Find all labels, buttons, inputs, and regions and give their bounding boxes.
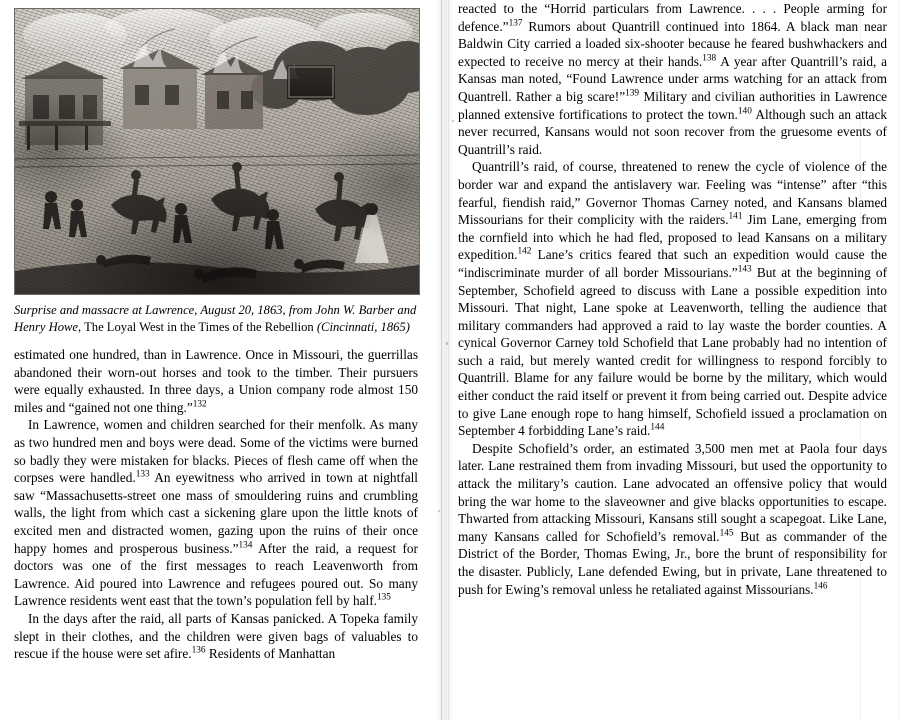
footnote-ref: 139 bbox=[625, 88, 640, 99]
footnote-ref: 133 bbox=[135, 469, 150, 480]
footnote-ref: 142 bbox=[517, 246, 532, 257]
footnote-ref: 138 bbox=[702, 53, 717, 64]
scan-speck bbox=[452, 120, 454, 122]
caption-source-cont: Rebellion bbox=[264, 319, 317, 334]
footnote-ref: 134 bbox=[238, 540, 253, 551]
paragraph bbox=[14, 416, 418, 610]
caption-title: Surprise and massacre at Lawrence, August 20, 1863, from John W. Barber and Henry Howe, bbox=[14, 303, 417, 334]
footnote-ref: 143 bbox=[737, 264, 752, 275]
gutter-shadow bbox=[436, 0, 454, 720]
text-run: Quantrill’s raid, of course, threatened to renew the cycle of violence of the border war and expand the antislavery war. Feeling was “intense” after “this fearful, fiendish raid,” Governor Thomas Carney noted, and Kansans blamed Missourians for their complicity with the raiders. bbox=[458, 159, 887, 228]
text-run: But as commander of the District of the Border, Thomas Ewing, Jr., bore the brunt of responsibility for the disaster. Publicly, Lane defended Ewing, but in private, Lane threatened to push for Ewing’s removal unless he retaliated against Missourians. bbox=[458, 528, 888, 597]
gutter-fold-line-secondary bbox=[448, 0, 449, 720]
footnote-ref: 137 bbox=[508, 18, 523, 29]
surprise-and-massacre-at-lawrence-engraving bbox=[14, 8, 420, 295]
figure-block bbox=[14, 8, 418, 335]
footnote-ref: 145 bbox=[719, 528, 734, 539]
paragraph bbox=[458, 158, 887, 440]
right-column-text bbox=[458, 0, 887, 598]
scan-hairline-edge bbox=[898, 0, 899, 720]
footnote-ref: 140 bbox=[737, 106, 752, 117]
caption-source: The Loyal West in the Times of the bbox=[81, 319, 265, 334]
text-run: estimated one hundred, than in Lawrence. Once in Missouri, the guerrillas abandoned their worn-out horses and took to the timber. Their pursuers were equally exhausted. In three days, a Union company rode almost 150 miles and “gained not one thing.” bbox=[14, 347, 418, 415]
text-run: An eyewitness who arrived in town at nightfall saw “Massachusetts-street one mass of smouldering ruins and crumbling walls, the light from which cast a sickening glare upon the little knots of excited men and distracted women, gazing upon the ruins of their once happy homes and prosperous business.” bbox=[14, 470, 418, 556]
text-run: After the raid, a request for doctors was one of the first messages to reach Leavenworth from Lawrence. Aid poured into Lawrence and refugees poured out. So many Lawrence residents went east that the town’s population fell by half. bbox=[14, 540, 418, 609]
paragraph bbox=[14, 610, 418, 663]
footnote-ref: 136 bbox=[191, 645, 206, 656]
scan-speck bbox=[438, 510, 440, 512]
figure-caption bbox=[14, 302, 418, 335]
text-run: Lane’s critics feared that such an expedition would cause the “indiscriminate murder of all border Missourians.” bbox=[458, 247, 887, 280]
text-run: In Lawrence, women and children searched for their menfolk. As many as two hundred men and boys were dead. Some of the victims were burned so badly they were mistaken for blacks. Pieces of flesh came off when the corpses were handled. bbox=[14, 417, 418, 486]
text-run: Rumors about Quantrill continued into 1864. A black man near Baldwin City carried a loaded six-shooter because he feared bushwhackers and expected to receive no mercy at their hands. bbox=[458, 18, 887, 69]
text-run: Military and civilian authorities in Lawrence planned extensive fortifications to protect the town. bbox=[458, 88, 887, 122]
scan-speck bbox=[876, 206, 878, 208]
footnote-ref: 132 bbox=[192, 399, 207, 410]
footnote-ref: 141 bbox=[728, 211, 743, 222]
left-column bbox=[0, 0, 432, 720]
scan-hairline bbox=[860, 0, 861, 720]
footnote-ref: 144 bbox=[650, 422, 665, 433]
text-run: Jim Lane, emerging from the cornfield into which he had fled, proposed to lead Kansans on a military expedition. bbox=[458, 212, 887, 263]
scan-speck bbox=[446, 342, 448, 345]
text-run: Although such an attack never recurred, Kansans would not soon recover from the gruesome events of Quantrill’s raid. bbox=[458, 106, 887, 157]
text-run: Residents of Manhattan bbox=[205, 646, 336, 662]
caption-imprint: (Cincinnati, 1865) bbox=[316, 319, 410, 334]
left-column-text bbox=[14, 346, 418, 663]
paragraph bbox=[458, 0, 887, 158]
right-column bbox=[458, 0, 905, 720]
text-run: A year after Quantrill’s raid, a Kansas man noted, “Found Lawrence under arms watching for an attack from Quantrell. Rather a big scare!” bbox=[458, 53, 887, 104]
footnote-ref: 146 bbox=[813, 581, 828, 592]
paragraph bbox=[458, 440, 887, 598]
text-run: reacted to the “Horrid particulars from Lawrence. . . . People arming for defence.” bbox=[458, 1, 887, 34]
paragraph bbox=[14, 346, 418, 416]
gutter-fold-line bbox=[441, 0, 442, 720]
text-run: But at the beginning of September, Schofield agreed to discuss with Lane a possible expedition into Missouri. That night, Lane spoke at Leavenworth, telling the audience that military commanders had approved a raid to lay waste the border counties. A cynical Governor Carney told Schofield that Lane probably had no intention of such a raid, but merely wanted credit for willingness to respond forcibly to Quantrill. Blame for any failure would be borne by the military, which would either conduct the raid itself or prevent it from being carried out. Despite advice to give Lane enough rope to hang himself, Schofield issued a proclamation on September 4 forbidding Lane’s raid. bbox=[458, 264, 887, 439]
text-run: Despite Schofield’s order, an estimated 3,500 men met at Paola four days later. Lane restrained them from invading Missouri, but used the opportunity to attack the military’s caution. Lane advocated an offensive policy that would bring the war home to the slaveowner and give blacks opportunities to escape. Thwarted from attacking Missouri, Kansans still sought a scapegoat. Like Lane, many Kansans called for Schofield’s removal. bbox=[458, 440, 887, 544]
text-run: In the days after the raid, all parts of Kansas panicked. A Topeka family slept in their clothes, and the children were given bags of valuables to rescue if the house were set afire. bbox=[14, 610, 418, 662]
footnote-ref: 135 bbox=[376, 592, 391, 603]
